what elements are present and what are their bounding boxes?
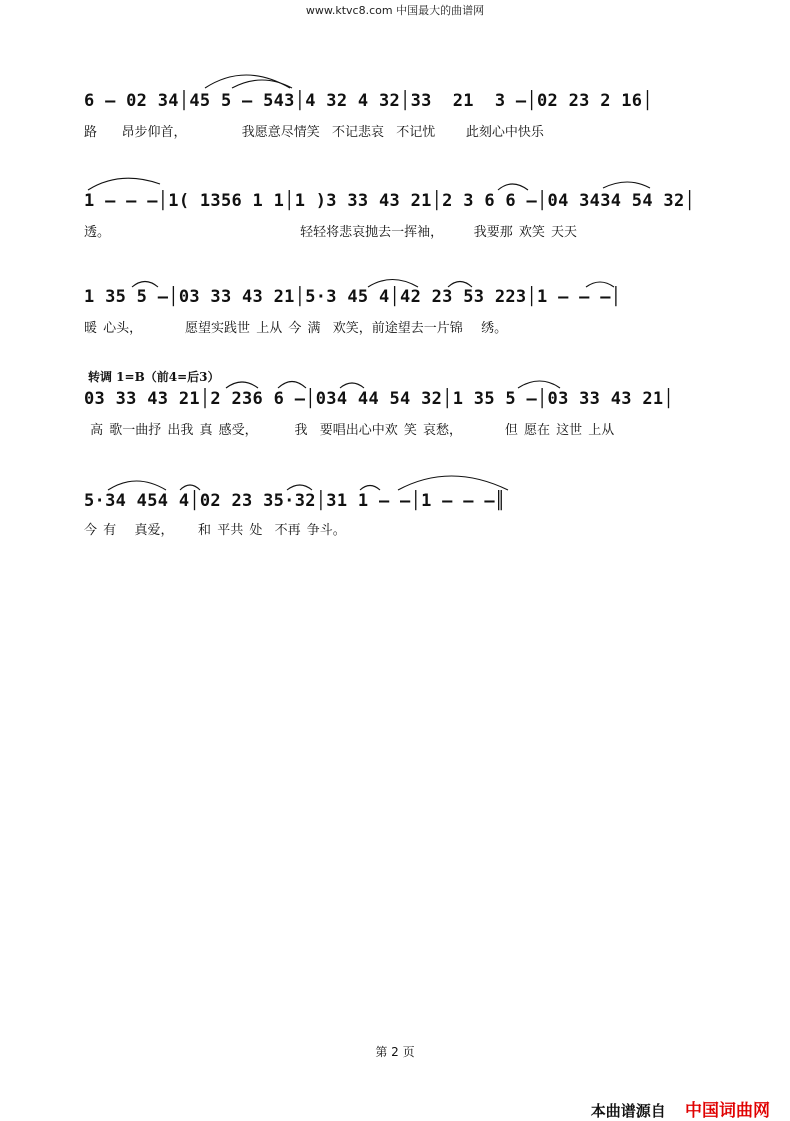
slur-arc — [108, 481, 166, 490]
notation-line-2: 1 – – –│1( 1356 1 1│1 )3 33 43 21│2 3 6 6 –│04 3434 54 32│ — [84, 191, 696, 211]
slur-arc — [603, 182, 650, 188]
slur-arc — [88, 178, 160, 190]
slur-arc — [232, 80, 292, 88]
notation-line-4: 03 33 43 21│2 236 6 –│034 44 54 32│1 35 5 –│03 33 43 21│ — [84, 389, 674, 409]
notation-line-3: 1 35 5 –│03 33 43 21│5·3 45 4│42 23 53 223│1 – – –│ — [84, 287, 622, 307]
notation-line-5: 5·34 454 4│02 23 35·32│31 1 – –│1 – – –║ — [84, 491, 506, 511]
lyrics-line-5: 今 有 真爱， 和 平共 处 不再 争斗。 — [84, 523, 346, 538]
lyrics-line-3: 暖 心头， 愿望实践世 上从 今 满 欢笑，前途望去一片锦 绣。 — [84, 321, 508, 336]
source-footer — [591, 1096, 770, 1121]
notation-line-1: 6 – 02 34│45 5 – 543│4 32 4 32│33 21 3 –│02 23 2 16│ — [84, 91, 653, 111]
footer-source-label: 本曲谱源自 — [590, 1102, 666, 1120]
lyrics-line-2: 透。 轻轻将悲哀抛去一挥袖， 我要那 欢笑 天天 — [84, 225, 578, 240]
slur-arc — [398, 476, 508, 490]
slur-arc — [205, 75, 290, 88]
page-number: 第 2 页 — [375, 1045, 415, 1059]
lyrics-line-1: 路 昂步仰首， 我愿意尽情笑 不记悲哀 不记忧 此刻心中快乐 — [84, 125, 544, 140]
site-header: www.ktvc8.com 中国最大的曲谱网 — [305, 4, 485, 17]
lyrics-line-4: 高 歌一曲抒 出我 真 感受， 我 要唱出心中欢 笑 哀愁， 但 愿在 这世 上从 — [84, 423, 615, 438]
modulation-note: 转调 1=B（前4=后3） — [88, 370, 220, 384]
slur-arc — [518, 381, 560, 388]
footer-site-name: 中国词曲网 — [685, 1101, 770, 1121]
